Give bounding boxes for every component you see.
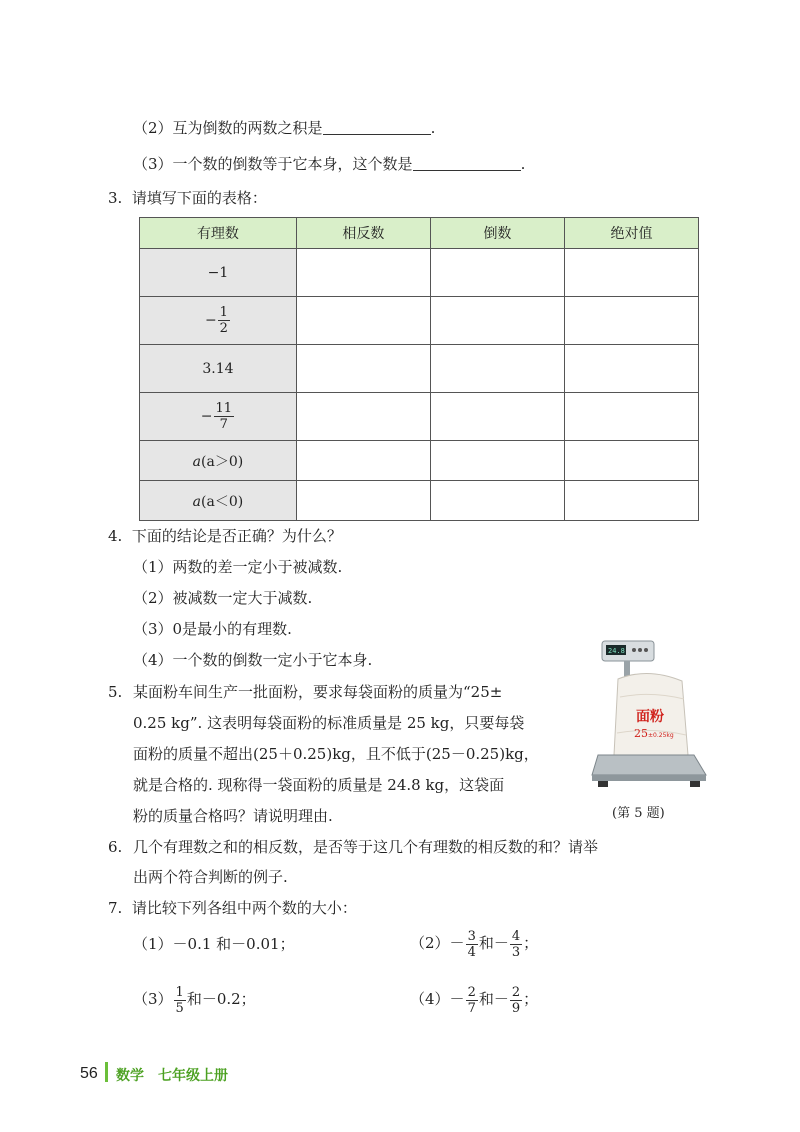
header-opposite: 相反数 xyxy=(296,218,430,249)
answer-cell[interactable] xyxy=(430,249,564,297)
answer-cell[interactable] xyxy=(564,345,698,393)
answer-cell[interactable] xyxy=(430,345,564,393)
q6-line: 几个有理数之和的相反数，是否等于这几个有理数的相反数的和？请举 xyxy=(133,838,599,856)
row-value: − $\frac{11}{7}$ xyxy=(140,393,297,441)
answer-cell[interactable] xyxy=(296,481,430,521)
page-number: 56 xyxy=(80,1065,98,1082)
q7-part-3: （3） $\frac{1}{5}$ 和－0.2； xyxy=(133,984,256,1016)
table-row xyxy=(140,393,699,441)
q5-line: 面粉的质量不超出(25＋0.25)kg，且不低于(25－0.25)kg， xyxy=(133,745,539,763)
bag-tolerance: ±0.25kg xyxy=(648,732,674,739)
bag-weight: 25 xyxy=(634,727,648,740)
answer-cell[interactable] xyxy=(430,441,564,481)
question-3: 3. 请填写下面的表格： xyxy=(108,189,267,207)
figure-caption: (第 5 题) xyxy=(612,806,665,821)
answer-cell[interactable] xyxy=(564,249,698,297)
question-7: 7. 请比较下列各组中两个数的大小： xyxy=(108,899,357,917)
book-title: 数学 七年级上册 xyxy=(116,1067,228,1083)
answer-cell[interactable] xyxy=(564,441,698,481)
bag-label: 面粉 xyxy=(636,709,664,725)
answer-cell[interactable] xyxy=(296,393,430,441)
row-value: 3.14 xyxy=(140,345,297,393)
table-row xyxy=(140,345,699,393)
row-value: a(a＜0) xyxy=(140,481,297,521)
row-value: a(a＞0) xyxy=(140,441,297,481)
table-row xyxy=(140,297,699,345)
q4-item: （2）被减数一定大于减数. xyxy=(133,589,313,607)
q5-line: 某面粉车间生产一批面粉，要求每袋面粉的质量为“25± xyxy=(133,683,503,701)
q6-line: 出两个符合判断的例子. xyxy=(133,868,288,886)
answer-cell[interactable] xyxy=(430,297,564,345)
q7-part-4: （4）－ $\frac{2}{7}$ 和－ $\frac{2}{9}$ ； xyxy=(410,984,539,1016)
question-4: 4. 下面的结论是否正确？为什么？ xyxy=(108,527,342,545)
answer-cell[interactable] xyxy=(296,441,430,481)
table-row xyxy=(140,249,699,297)
q7-part-2: （2）－ $\frac{3}{4}$ 和－ $\frac{4}{3}$ ； xyxy=(410,928,539,960)
scale-svg xyxy=(590,637,708,792)
question-6-num: 6. xyxy=(108,838,123,856)
header-absolute: 绝对值 xyxy=(564,218,698,249)
q5-line: 就是合格的. 现称得一袋面粉的质量是 24.8 kg，这袋面 xyxy=(133,776,505,794)
q2-item-2: （2）互为倒数的两数之积是 . xyxy=(133,119,436,137)
footer-divider xyxy=(105,1062,108,1082)
question-5-num: 5. xyxy=(108,683,123,701)
answer-cell[interactable] xyxy=(430,393,564,441)
q7-part-1: （1）－0.1 和－0.01； xyxy=(133,935,295,953)
q4-item: （1）两数的差一定小于被减数. xyxy=(133,558,343,576)
scale-display: 24.8 xyxy=(608,647,625,655)
q5-line: 0.25 kg”. 这表明每袋面粉的标准质量是 25 kg，只要每袋 xyxy=(133,714,525,732)
q4-item: （4）一个数的倒数一定小于它本身. xyxy=(133,651,373,669)
row-value: −1 xyxy=(140,249,297,297)
table-row xyxy=(140,441,699,481)
answer-cell[interactable] xyxy=(564,481,698,521)
answer-cell[interactable] xyxy=(296,249,430,297)
table-row xyxy=(140,481,699,521)
answer-blank[interactable] xyxy=(323,134,431,135)
answer-cell[interactable] xyxy=(564,393,698,441)
answer-blank[interactable] xyxy=(413,170,521,171)
answer-cell[interactable] xyxy=(430,481,564,521)
fill-table xyxy=(139,217,699,521)
q5-line: 粉的质量合格吗？请说明理由. xyxy=(133,807,333,825)
header-rational: 有理数 xyxy=(140,218,297,249)
q4-item: （3）0是最小的有理数. xyxy=(133,620,292,638)
q2-item-3: （3）一个数的倒数等于它本身，这个数是 . xyxy=(133,155,526,173)
row-value: − $\frac{1}{2}$ xyxy=(140,297,297,345)
flour-scale-illustration xyxy=(590,637,708,792)
answer-cell[interactable] xyxy=(296,297,430,345)
answer-cell[interactable] xyxy=(296,345,430,393)
answer-cell[interactable] xyxy=(564,297,698,345)
header-reciprocal: 倒数 xyxy=(430,218,564,249)
